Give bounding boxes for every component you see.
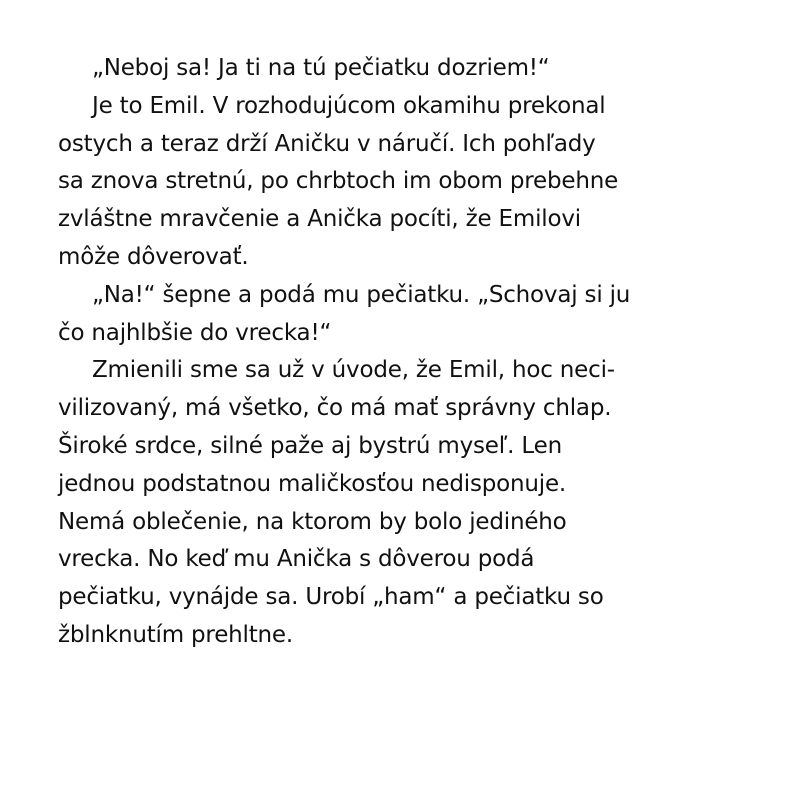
text-line: jednou podstatnou maličkosťou nedisponuje. [58,470,567,497]
text-line: Nemá oblečenie, na ktorom by bolo jediného [58,508,567,535]
text-line: zvláštne mravčenie a Anička pocíti, že Emilovi [58,206,581,233]
paragraph-3 [58,277,748,353]
text-line: čo najhlbšie do vrecka!“ [58,319,332,346]
text-line: sa znova stretnú, po chrbtoch im obom prebehne [58,168,619,195]
text-line: „Neboj sa! Ja ti na tú pečiatku dozriem!“ [92,55,550,81]
document-page [58,50,748,655]
text-line: Je to Emil. V rozhodujúcom okamihu prekonal [92,92,606,119]
text-line: Zmienili sme sa už v úvode, že Emil, hoc neci- [92,357,615,384]
text-line: vilizovaný, má všetko, čo má mať správny chlap. [58,395,612,422]
text-line: ostych a teraz drží Aničku v náručí. Ich pohľady [58,130,596,157]
text-line: vrecka. No keď mu Anička s dôverou podá [58,546,535,573]
paragraph-2 [58,88,748,277]
text-line: „Na!“ šepne a podá mu pečiatku. „Schovaj si ju [92,281,631,308]
text-line: žblnknutím prehltne. [58,621,293,648]
paragraph-1 [58,50,748,88]
text-line: môže dôverovať. [58,243,249,270]
text-line: pečiatku, vynájde sa. Urobí „ham“ a pečiatku so [58,584,604,611]
paragraph-4 [58,352,748,654]
text-line: Široké srdce, silné paže aj bystrú myseľ. Len [58,432,562,459]
